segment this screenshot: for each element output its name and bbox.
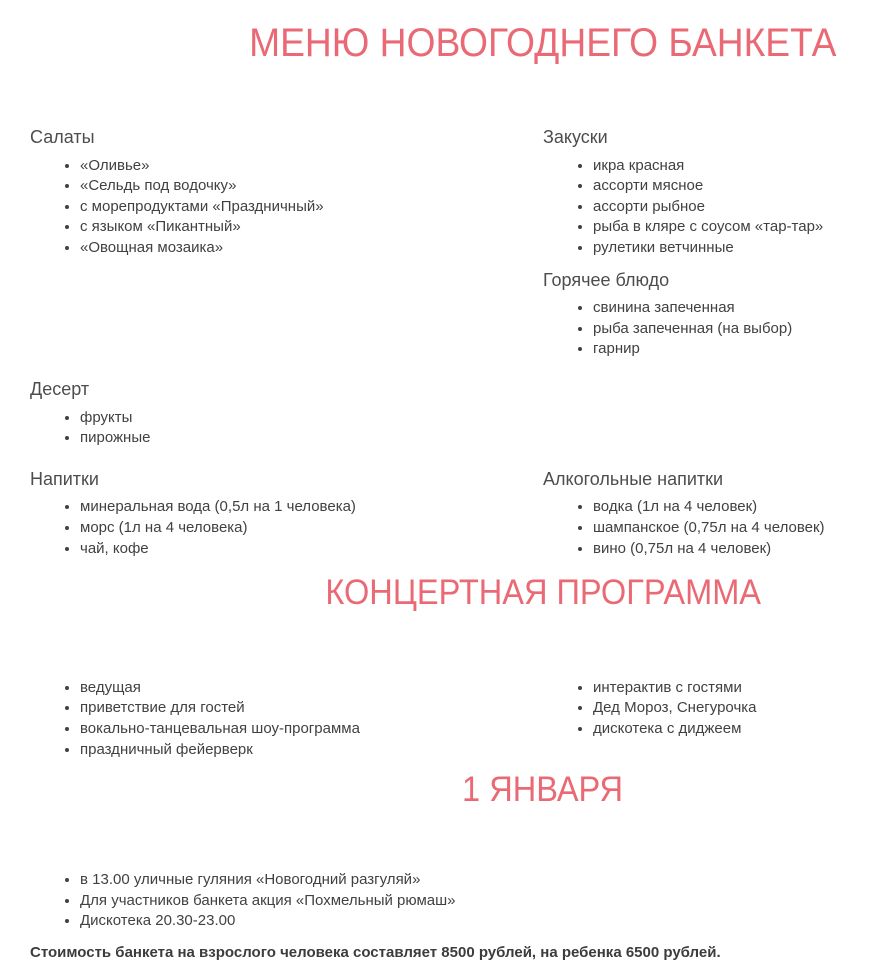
menu-item: • шампанское (0,75л на 4 человек) (593, 518, 894, 539)
section-salads-list (30, 156, 543, 259)
january-item: • Дискотека 20.30-23.00 (80, 911, 894, 932)
program-left-list (30, 678, 543, 760)
menu-row-drinks (30, 469, 894, 559)
section-alcohol (543, 469, 894, 559)
menu-item: • ассорти мясное (593, 176, 894, 197)
menu-item: • с языком «Пикантный» (80, 217, 543, 238)
section-dessert-list (30, 408, 543, 449)
program-item: • Дед Мороз, Снегурочка (593, 698, 894, 719)
january-first-title (30, 772, 894, 809)
menu-item: • «Оливье» (80, 156, 543, 177)
menu-item: • пирожные (80, 428, 543, 449)
menu-item: • чай, кофе (80, 539, 543, 560)
section-hot-dish (543, 270, 894, 360)
banquet-menu-title (30, 22, 894, 64)
banquet-menu-title-text: МЕНЮ НОВОГОДНЕГО БАНКЕТА (249, 21, 837, 65)
menu-row-dessert (30, 379, 894, 449)
january-first-title-text: 1 ЯНВАРЯ (462, 770, 624, 810)
section-salads-title: Салаты (30, 127, 95, 147)
menu-item: • свинина запеченная (593, 298, 894, 319)
section-drinks (30, 469, 543, 559)
concert-program-title-text: КОНЦЕРТНАЯ ПРОГРАММА (325, 573, 761, 613)
section-drinks-list (30, 497, 543, 559)
section-dessert (30, 379, 543, 449)
program-column-right (543, 671, 894, 760)
program-column-left (30, 671, 543, 760)
program-item: • вокально-танцевальная шоу-программа (80, 719, 543, 740)
menu-row-top (30, 127, 894, 360)
menu-column-left (30, 469, 543, 559)
menu-item: • икра красная (593, 156, 894, 177)
program-lists (30, 671, 894, 760)
content-container (30, 22, 894, 962)
menu-item: • минеральная вода (0,5л на 1 человека) (80, 497, 543, 518)
menu-column-left (30, 379, 543, 449)
section-salads (30, 127, 543, 259)
menu-item: • вино (0,75л на 4 человек) (593, 539, 894, 560)
menu-item: • «Сельдь под водочку» (80, 176, 543, 197)
january-lists (30, 870, 894, 932)
program-item: • праздничный фейерверк (80, 740, 543, 761)
menu-item: • фрукты (80, 408, 543, 429)
menu-column-right (543, 469, 894, 559)
january-list (30, 870, 894, 932)
menu-item: • гарнир (593, 339, 894, 360)
menu-item: • ассорти рыбное (593, 197, 894, 218)
section-alcohol-title: Алкогольные напитки (543, 468, 724, 489)
section-dessert-title: Десерт (30, 378, 90, 399)
january-item: • в 13.00 уличные гуляния «Новогодний разгуляй» (80, 870, 894, 891)
menu-column-right (543, 127, 894, 360)
menu-area (30, 127, 894, 559)
section-alcohol-list (543, 497, 894, 559)
menu-item: • рулетики ветчинные (593, 238, 894, 259)
program-right-list (543, 678, 894, 740)
menu-item: • «Овощная мозаика» (80, 238, 543, 259)
program-item: • ведущая (80, 678, 543, 699)
program-item: • приветствие для гостей (80, 698, 543, 719)
section-appetizers-title: Закуски (543, 127, 608, 147)
menu-item: • водка (1л на 4 человек) (593, 497, 894, 518)
section-hot-dish-title: Горячее блюдо (543, 269, 670, 290)
section-appetizers-list (543, 156, 894, 259)
section-hot-dish-list (543, 298, 894, 360)
concert-program-title (30, 575, 894, 612)
menu-item: • рыба запеченная (на выбор) (593, 319, 894, 340)
menu-item: • с морепродуктами «Праздничный» (80, 197, 543, 218)
menu-item: • морс (1л на 4 человека) (80, 518, 543, 539)
menu-column-left (30, 127, 543, 360)
program-item: • интерактив с гостями (593, 678, 894, 699)
program-item: • дискотека с диджеем (593, 719, 894, 740)
menu-item: • рыба в кляре с соусом «тар-тар» (593, 217, 894, 238)
price-note: Стоимость банкета на взрослого человека составляет 8500 рублей, на ребенка 6500 рублей. (30, 943, 721, 961)
section-appetizers (543, 127, 894, 259)
january-item: • Для участников банкета акция «Похмельный рюмаш» (80, 891, 894, 912)
section-drinks-title: Напитки (30, 468, 99, 489)
menu-column-right (543, 379, 894, 449)
